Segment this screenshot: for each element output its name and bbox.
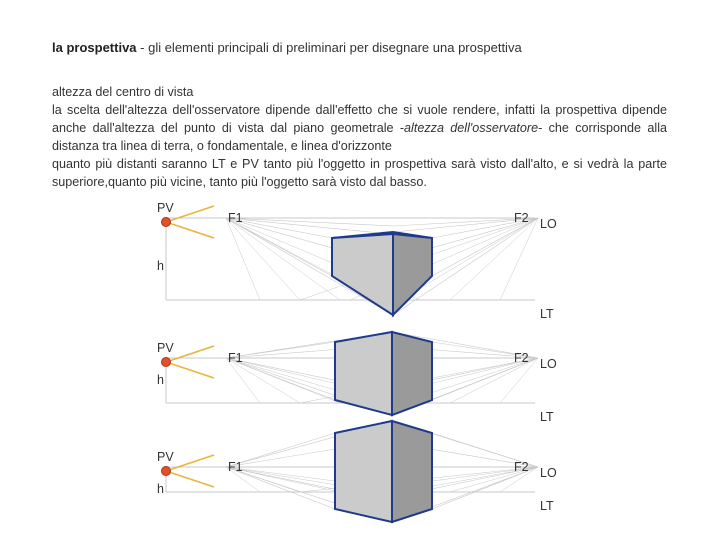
construction-ray <box>500 218 538 300</box>
f1-label: F1 <box>228 460 243 474</box>
lo-label: LO <box>540 357 557 371</box>
section-heading: altezza del centro di vista <box>52 85 194 99</box>
cube-right-face <box>392 332 432 415</box>
h-label: h <box>157 482 164 496</box>
lt-label: LT <box>540 499 554 513</box>
cube-left-face <box>335 332 392 415</box>
title-bold: la prospettiva <box>52 40 137 55</box>
perspective-panel <box>157 201 557 321</box>
f2-label: F2 <box>514 460 529 474</box>
pv-point <box>162 467 171 476</box>
f1-label: F1 <box>228 211 243 225</box>
view-ray <box>166 471 214 487</box>
view-ray <box>166 362 214 378</box>
cube-left-face <box>335 421 392 522</box>
lt-label: LT <box>540 410 554 424</box>
f2-label: F2 <box>514 351 529 365</box>
cube-left-face <box>332 234 393 315</box>
h-label: h <box>157 373 164 387</box>
h-label: h <box>157 259 164 273</box>
construction-ray <box>226 218 300 300</box>
lo-label: LO <box>540 466 557 480</box>
paragraph-2: quanto più distanti saranno LT e PV tanto più l'oggetto in prospettiva sarà visto dall'alto, e si vedrà la parte superiore,quanto più vicine, tanto più l'oggetto sarà visto dal basso. <box>52 157 667 189</box>
pv-label: PV <box>157 201 174 215</box>
pv-point <box>162 358 171 367</box>
cube-right-face <box>393 234 432 315</box>
p1-text-b: - che corrisponde alla distanza tra linea di terra, o fondamentale, e linea d'orizzonte <box>52 121 667 153</box>
f1-label: F1 <box>228 351 243 365</box>
cube-right-face <box>392 421 432 522</box>
view-ray <box>166 222 214 238</box>
p1-text-a: la scelta dell'altezza dell'osservatore dipende dall'effetto che si vuole rendere, infatti la prospettiva dipende anche dall'altezza del punto di vista dal piano geometrale - <box>52 103 667 135</box>
p1-emphasis: altezza dell'osservatore <box>404 121 539 135</box>
pv-label: PV <box>157 341 174 355</box>
perspective-panel <box>157 421 557 522</box>
f2-label: F2 <box>514 211 529 225</box>
title-rest: - gli elementi principali di preliminari per disegnare una prospettiva <box>136 40 522 55</box>
pv-point <box>162 218 171 227</box>
lo-label: LO <box>540 217 557 231</box>
perspective-panel <box>157 332 557 424</box>
lt-label: LT <box>540 307 554 321</box>
pv-label: PV <box>157 450 174 464</box>
